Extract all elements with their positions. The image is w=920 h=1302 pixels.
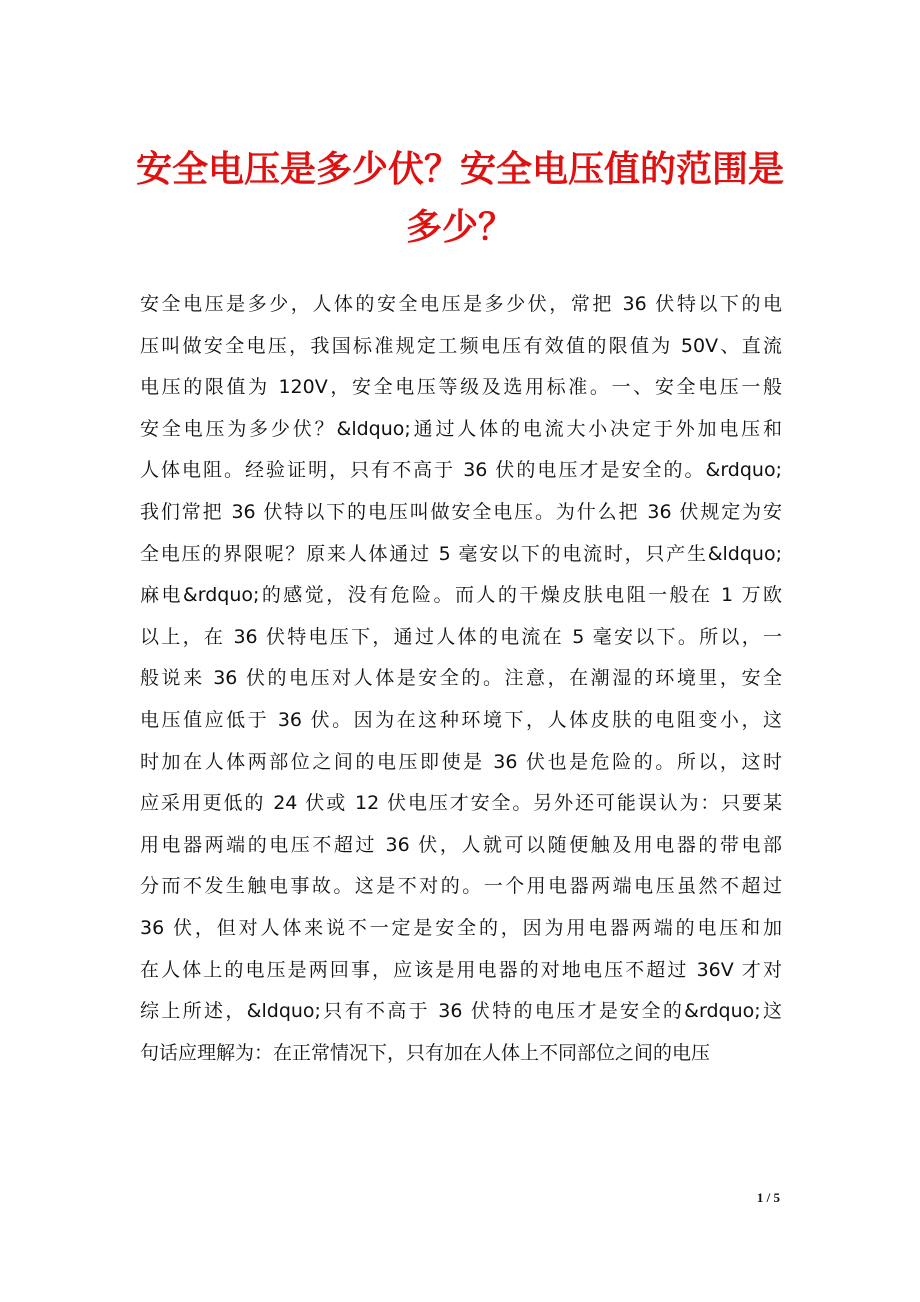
body-line: 全电压的界限呢？原来人体通过 5 毫安以下的电流时，只产生&ldquo;: [140, 542, 782, 565]
body-line: 人体电阻。经验证明，只有不高于 36 伏的电压才是安全的。&rdquo;: [140, 459, 782, 482]
body-line: 电压的限值为 120V，安全电压等级及选用标准。一、安全电压一般: [140, 376, 782, 399]
body-line: 在人体上的电压是两回事，应该是用电器的对地电压不超过 36V 才对: [140, 958, 782, 981]
body-line: 分而不发生触电事故。这是不对的。一个用电器两端电压虽然不超过: [140, 875, 782, 898]
body-line: 安全电压为多少伏？&ldquo;通过人体的电流大小决定于外加电压和: [140, 417, 782, 440]
body-line: 时加在人体两部位之间的电压即使是 36 伏也是危险的。所以，这时: [140, 750, 782, 773]
body-line: 36 伏，但对人体来说不一定是安全的，因为用电器两端的电压和加: [140, 916, 782, 939]
body-line: 综上所述，&ldquo;只有不高于 36 伏特的电压才是安全的&rdquo;这: [140, 1000, 782, 1023]
body-line: 句话应理解为：在正常情况下，只有加在人体上不同部位之间的电压: [140, 1041, 711, 1064]
title-line-1: 安全电压是多少伏？安全电压值的范围是: [135, 148, 784, 190]
body-line: 以上，在 36 伏特电压下，通过人体的电流在 5 毫安以下。所以，一: [140, 625, 782, 648]
body-paragraph: [140, 284, 782, 1074]
body-line: 用电器两端的电压不超过 36 伏，人就可以随便触及用电器的带电部: [140, 833, 782, 856]
title-line-2: 多少？: [405, 206, 514, 248]
page-number: 1 / 5: [756, 1190, 780, 1205]
document-title: [120, 140, 800, 256]
body-line: 压叫做安全电压，我国标准规定工频电压有效值的限值为 50V、直流: [140, 334, 782, 357]
body-line: 般说来 36 伏的电压对人体是安全的。注意，在潮湿的环境里，安全: [140, 667, 782, 690]
body-line: 应采用更低的 24 伏或 12 伏电压才安全。另外还可能误认为：只要某: [140, 792, 782, 815]
body-line: 我们常把 36 伏特以下的电压叫做安全电压。为什么把 36 伏规定为安: [140, 500, 782, 523]
body-line: 电压值应低于 36 伏。因为在这种环境下，人体皮肤的电阻变小，这: [140, 708, 782, 731]
body-line: 安全电压是多少，人体的安全电压是多少伏，常把 36 伏特以下的电: [140, 293, 782, 315]
body-line: 麻电&rdquo;的感觉，没有危险。而人的干燥皮肤电阻一般在 1 万欧: [140, 584, 782, 607]
